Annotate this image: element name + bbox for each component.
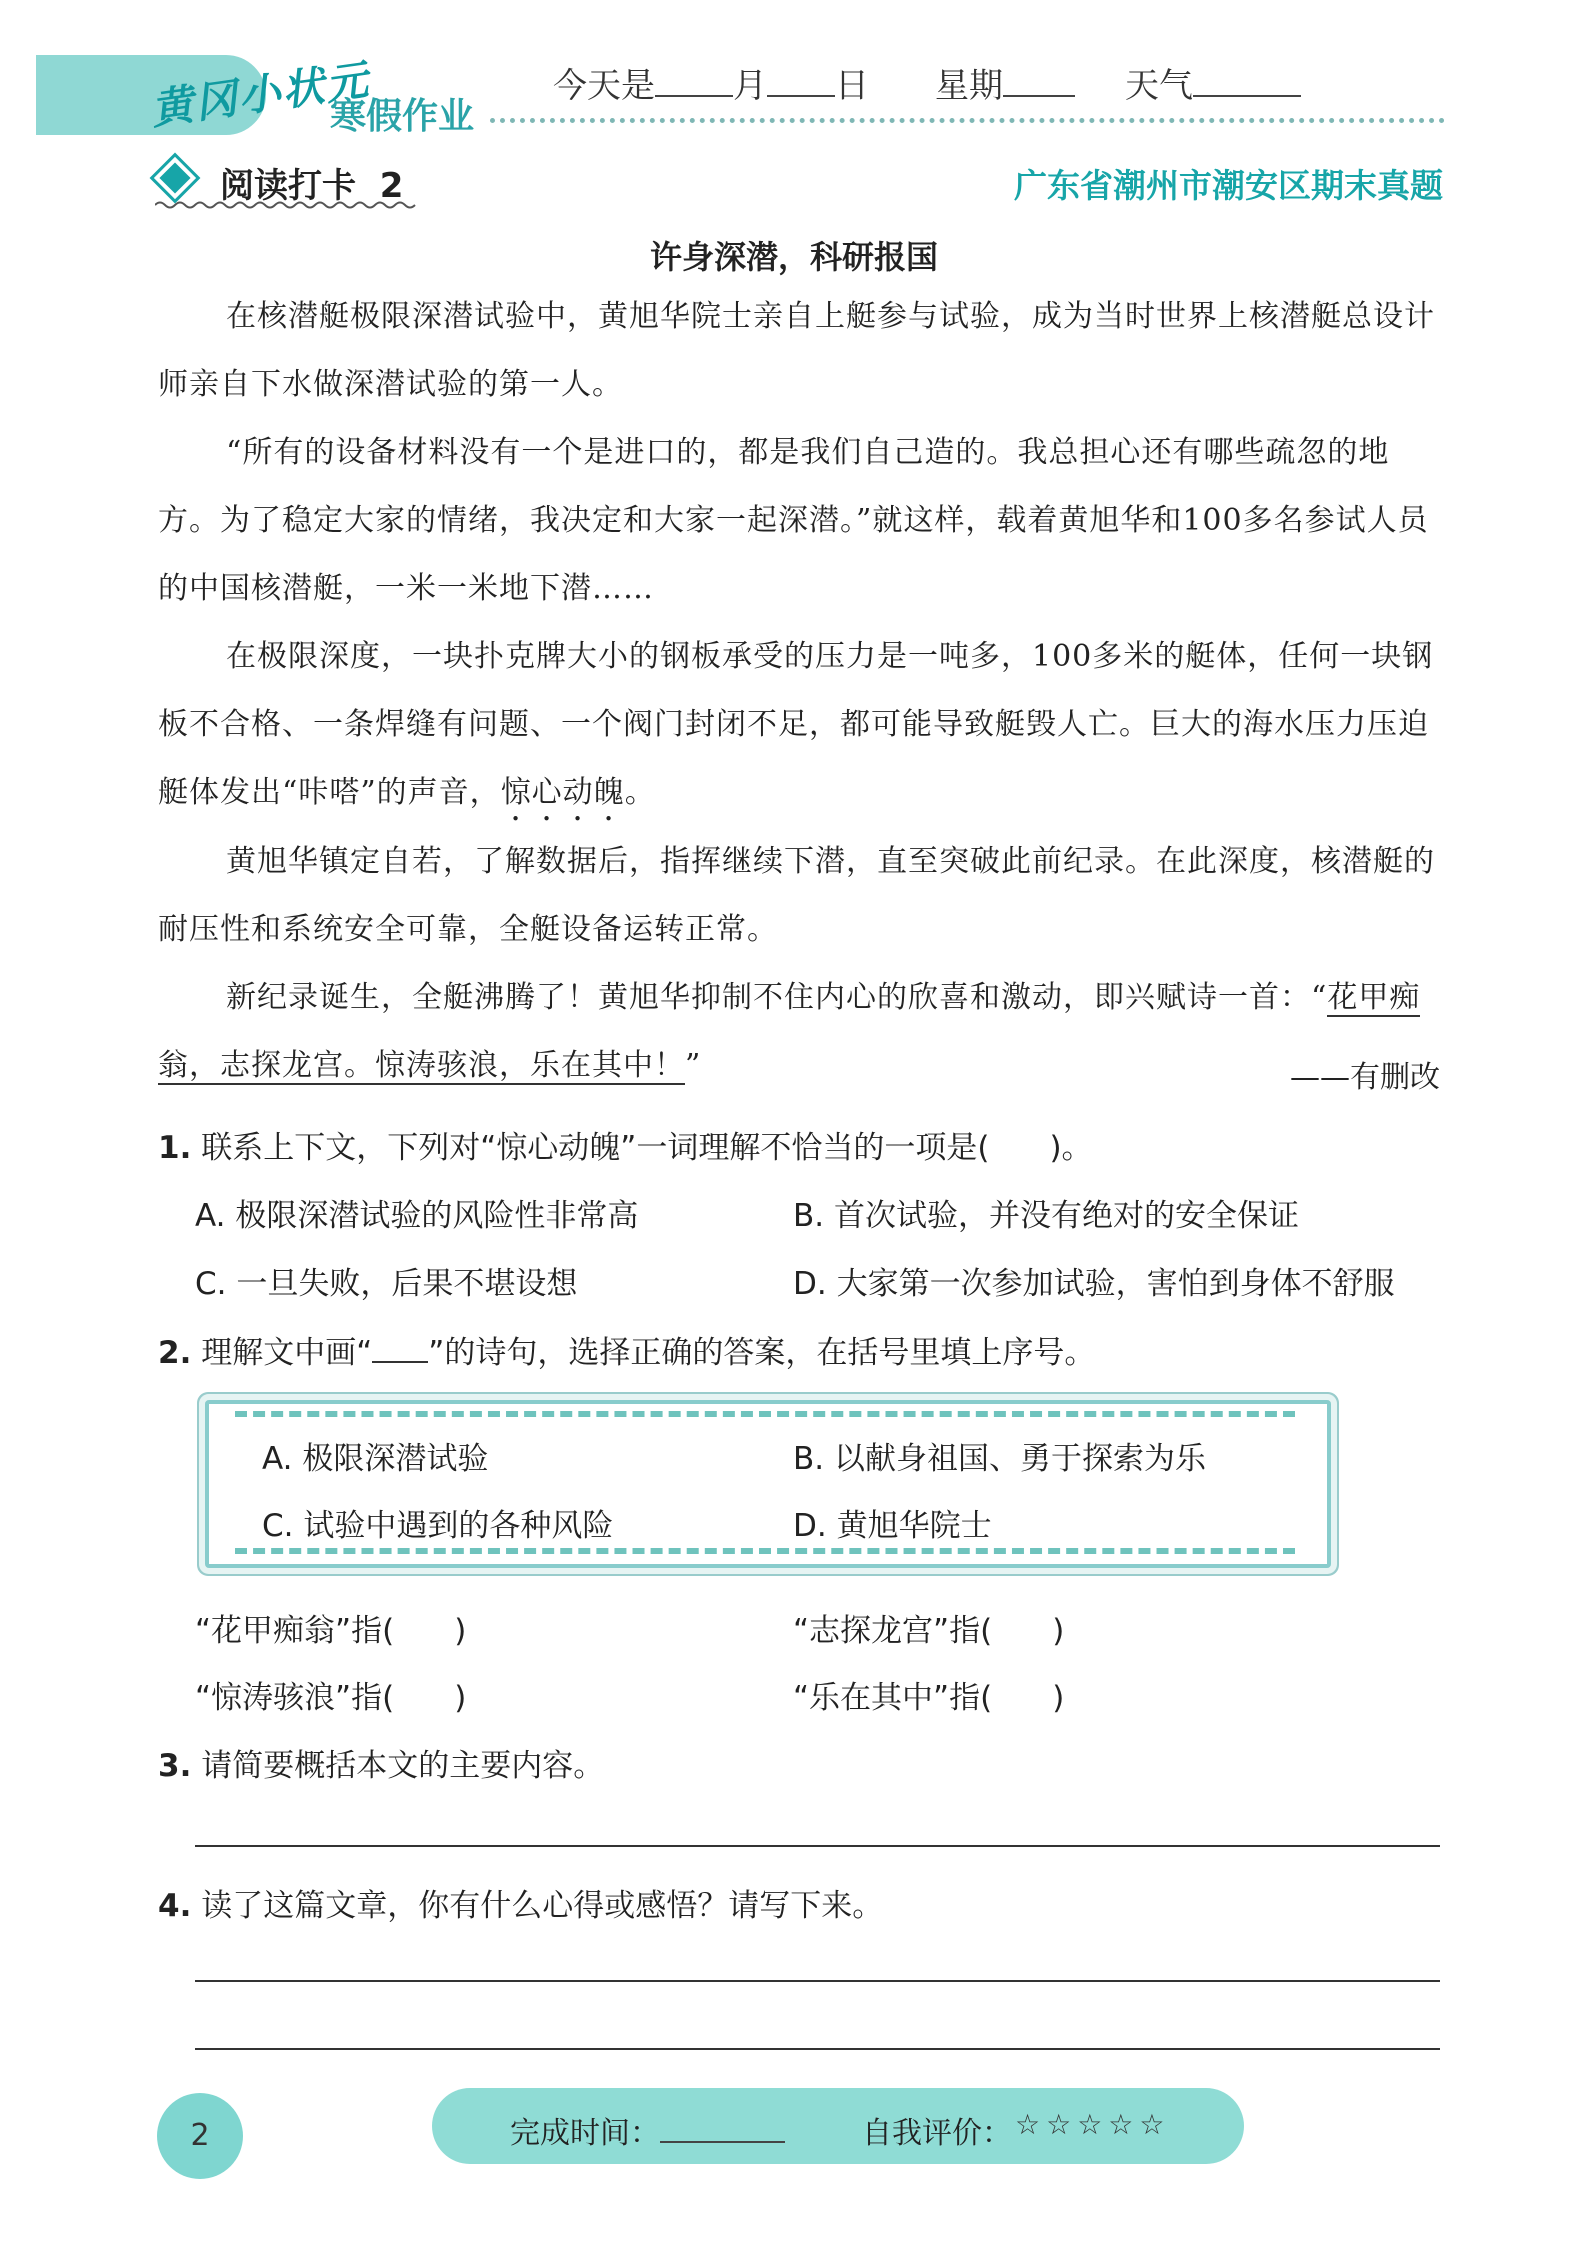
header-divider [490, 118, 1445, 123]
q1-option-a[interactable]: A. 极限深潜试验的风险性非常高 [195, 1198, 639, 1234]
q1-text: 联系上下文，下列对“惊心动魄”一词理解不恰当的一项是( [201, 1130, 990, 1166]
q2-option-b: B. 以献身祖国、勇于探索为乐 [793, 1441, 1206, 1477]
weekday-field[interactable] [935, 58, 1075, 107]
source-tag: 广东省潮州市潮安区期末真题 [1014, 166, 1443, 205]
rating-stars[interactable]: ☆☆☆☆☆ [1015, 2108, 1171, 2141]
today-label: 今天是 [553, 66, 655, 106]
q2-fill-4-close: ) [1052, 1680, 1065, 1716]
article-title: 许身深潜，科研报国 [649, 238, 938, 276]
p5-end: ” [685, 1048, 702, 1083]
time-label: 完成时间： [510, 2116, 660, 2151]
q1-option-c[interactable]: C. 一旦失败，后果不堪设想 [195, 1266, 578, 1302]
q4-answer-line-2[interactable] [195, 2048, 1440, 2050]
brand-logo: 黄冈小状元 [148, 54, 373, 135]
q3-text: 请简要概括本文的主要内容。 [201, 1748, 605, 1784]
q2-fill-3-text: “惊涛骇浪”指( [195, 1680, 395, 1716]
q1-end: )。 [1049, 1130, 1093, 1166]
q2-fill-4-text: “乐在其中”指( [793, 1680, 993, 1716]
q3-number: 3. [158, 1748, 192, 1784]
q2-fill-2-close: ) [1052, 1613, 1065, 1649]
completion-time [510, 2108, 785, 2152]
q2-fill-3 [195, 1672, 466, 1717]
p3-end: 。 [624, 775, 656, 810]
q2-fill-1-close: ) [454, 1613, 467, 1649]
weather-label: 天气 [1125, 66, 1193, 106]
q2-fill-1-text: “花甲痴翁”指( [195, 1613, 395, 1649]
q2-fill-2 [793, 1605, 1064, 1650]
weekday-label: 星期 [935, 66, 1003, 106]
paragraph-5 [158, 964, 1443, 1100]
emphasized-phrase: 惊心动魄 [500, 775, 625, 810]
q3-answer-line[interactable] [195, 1845, 1440, 1847]
time-blank[interactable] [660, 2109, 785, 2143]
date-field[interactable] [553, 58, 869, 107]
q2-text-after: ”的诗句，选择正确的答案，在括号里填上序号。 [428, 1335, 1096, 1371]
q2-fill-2-text: “志探龙宫”指( [793, 1613, 993, 1649]
credit-note: ——有删改 [1290, 1060, 1440, 1095]
day-blank[interactable] [767, 63, 835, 97]
month-label: 月 [733, 66, 767, 106]
paragraph-4: 黄旭华镇定自若，了解数据后，指挥继续下潜，直至突破此前纪录。在此深度，核潜艇的耐压性和系统安全可靠，全艇设备运转正常。 [158, 844, 1435, 947]
underline-sample [372, 1361, 428, 1363]
q2-option-c: C. 试验中遇到的各种风险 [262, 1508, 614, 1544]
paragraph-2: “所有的设备材料没有一个是进口的，都是我们自己造的。我总担心还有哪些疏忽的地方。为了稳定大家的情绪，我决定和大家一起深潜。”就这样，载着黄旭华和100多名参试人员的中国核潜艇，一米一米地下潜…… [158, 435, 1429, 606]
weekday-blank[interactable] [1003, 63, 1075, 97]
underlined-poem: 花甲痴翁，志探龙宫。惊涛骇浪，乐在其中！ [158, 980, 1421, 1083]
paragraph-3 [158, 623, 1443, 828]
q2-fill-4 [793, 1672, 1064, 1717]
q1-option-b[interactable]: B. 首次试验，并没有绝对的安全保证 [793, 1198, 1299, 1234]
q2-fill-1 [195, 1605, 466, 1650]
q4-answer-line-1[interactable] [195, 1980, 1440, 1982]
weather-blank[interactable] [1193, 63, 1301, 97]
day-label: 日 [835, 66, 869, 106]
q2-number: 2. [158, 1335, 192, 1371]
brand-subtitle: 寒假作业 [330, 96, 475, 137]
diamond-icon [154, 157, 196, 199]
question-3 [158, 1740, 604, 1785]
paragraph-1: 在核潜艇极限深潜试验中，黄旭华院士亲自上艇参与试验，成为当时世界上核潜艇总设计师亲自下水做深潜试验的第一人。 [158, 299, 1435, 402]
self-eval-label: 自我评价： [862, 2116, 1012, 2151]
question-2 [158, 1327, 1095, 1372]
q4-text: 读了这篇文章，你有什么心得或感悟？请写下来。 [201, 1888, 884, 1924]
page-number: 2 [157, 2093, 243, 2179]
section-title-text: 阅读打卡 [220, 166, 356, 206]
question-1 [158, 1122, 1093, 1167]
q2-option-d: D. 黄旭华院士 [793, 1508, 992, 1544]
q2-text-before: 理解文中画“ [201, 1335, 373, 1371]
box-dash-bottom [235, 1548, 1295, 1554]
box-dash-top [235, 1411, 1295, 1417]
wavy-underline [155, 200, 420, 210]
p5-text: 新纪录诞生，全艇沸腾了！黄旭华抑制不住内心的欣喜和激动，即兴赋诗一首：“ [226, 980, 1328, 1015]
q4-number: 4. [158, 1888, 192, 1924]
q2-option-a: A. 极限深潜试验 [262, 1441, 489, 1477]
q2-fill-3-close: ) [454, 1680, 467, 1716]
q1-option-d[interactable]: D. 大家第一次参加试验，害怕到身体不舒服 [793, 1266, 1395, 1302]
q1-number: 1. [158, 1130, 192, 1166]
month-blank[interactable] [655, 63, 733, 97]
section-number: 2 [379, 166, 404, 206]
weather-field[interactable] [1125, 58, 1301, 107]
p3-text: 在极限深度，一块扑克牌大小的钢板承受的压力是一吨多，100多米的艇体，任何一块钢板不合格、一条焊缝有问题、一个阀门封闭不足，都可能导致艇毁人亡。巨大的海水压力压迫艇体发出“咔嗒”的声音， [158, 639, 1434, 810]
question-4 [158, 1880, 883, 1925]
